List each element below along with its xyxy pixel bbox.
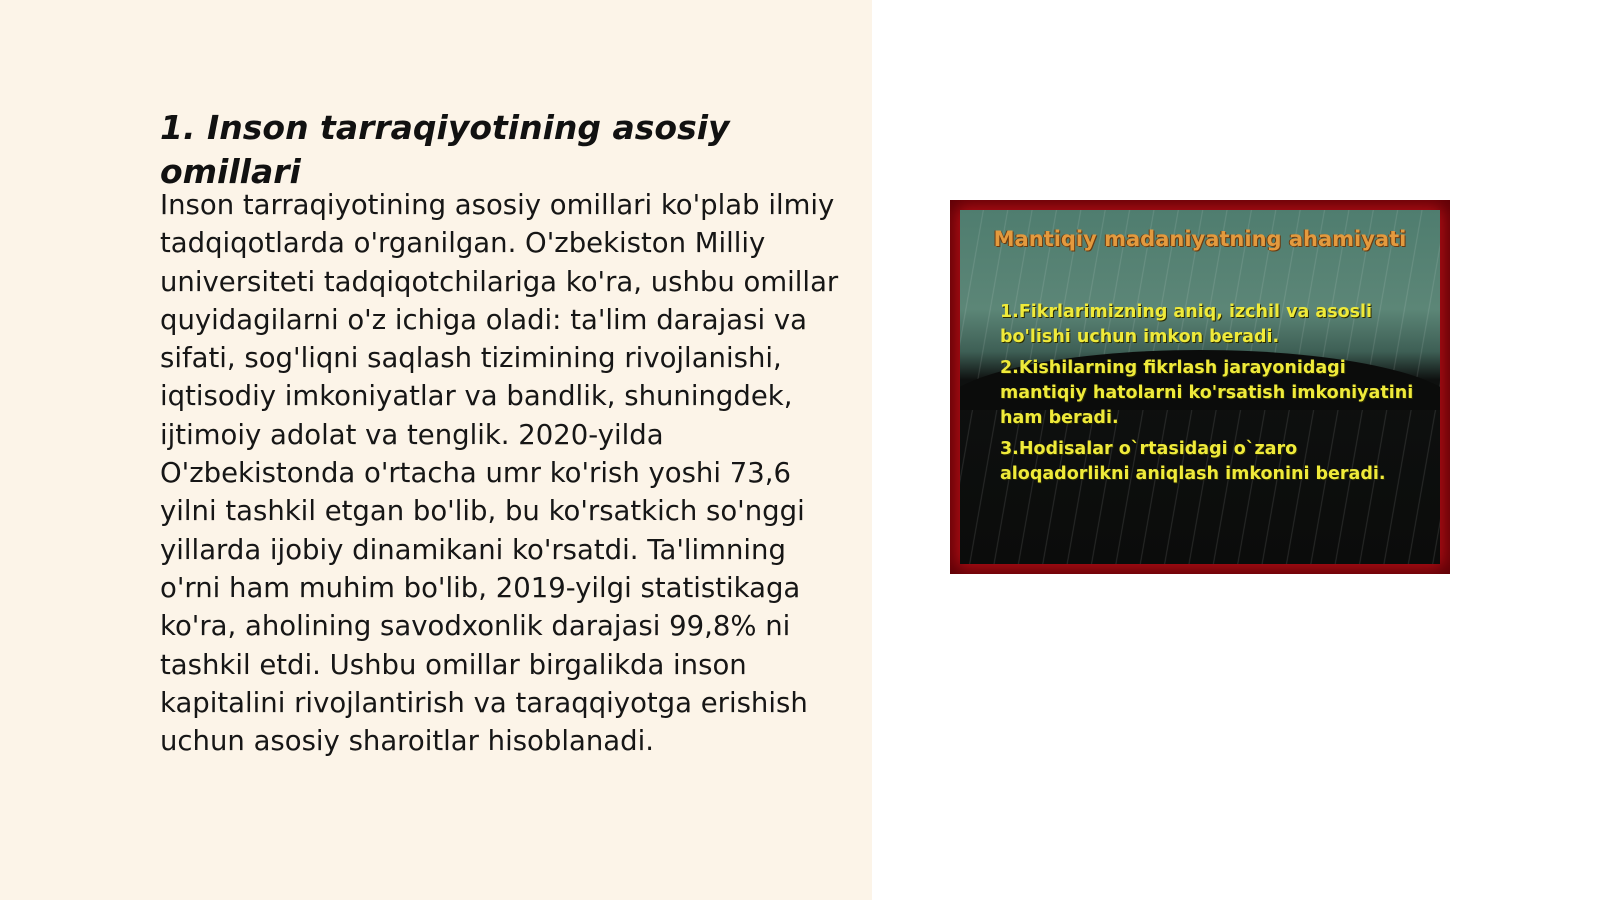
image-point: 2.Kishilarning fikrlash jarayonidagi mantiqiy hatolarni ko'rsatish imkoniyatini ham beradi. xyxy=(1000,358,1414,428)
slide-image-content xyxy=(960,210,1440,564)
slide-title: 1. Inson tarraqiyotining asosiy omillari xyxy=(160,108,730,191)
slide-image xyxy=(950,200,1450,574)
image-point: 1.Fikrlarimizning aniq, izchil va asosli bo'lishi uchun imkon beradi. xyxy=(1000,302,1373,347)
image-point: 3.Hodisalar o`rtasidagi o`zaro aloqadorlikni aniqlash imkonini beradi. xyxy=(1000,439,1386,484)
image-heading: Mantiqiy madaniyatning ahamiyati xyxy=(993,227,1407,251)
image-points-list xyxy=(1000,300,1430,493)
slide-body-text: Inson tarraqiyotining asosiy omillari ko'plab ilmiy tadqiqotlarda o'rganilgan. O'zbekiston Milliy universiteti tadqiqotchilariga ko'ra, ushbu omillar quyidagilarni o'z ichiga oladi: ta'lim darajasi va sifati, sog'liqni saqlash tizimining rivojlanishi, iqtisodiy imkoniyatlar va bandlik, shuningdek, ijtimoiy adolat va tenglik. 2020-yilda O'zbekistonda o'rtacha umr ko'rish yoshi 73,6 yilni tashkil etgan bo'lib, bu ko'rsatkich so'nggi yillarda ijobiy dinamikani ko'rsatdi. Ta'limning o'rni ham muhim bo'lib, 2019-yilgi statistikaga ko'ra, aholining savodxonlik darajasi 99,8% ni tashkil etdi. Ushbu omillar birgalikda inson kapitalini rivojlantirish va taraqqiyotga erishish uchun asosiy sharoitlar hisoblanadi. xyxy=(160,189,839,758)
